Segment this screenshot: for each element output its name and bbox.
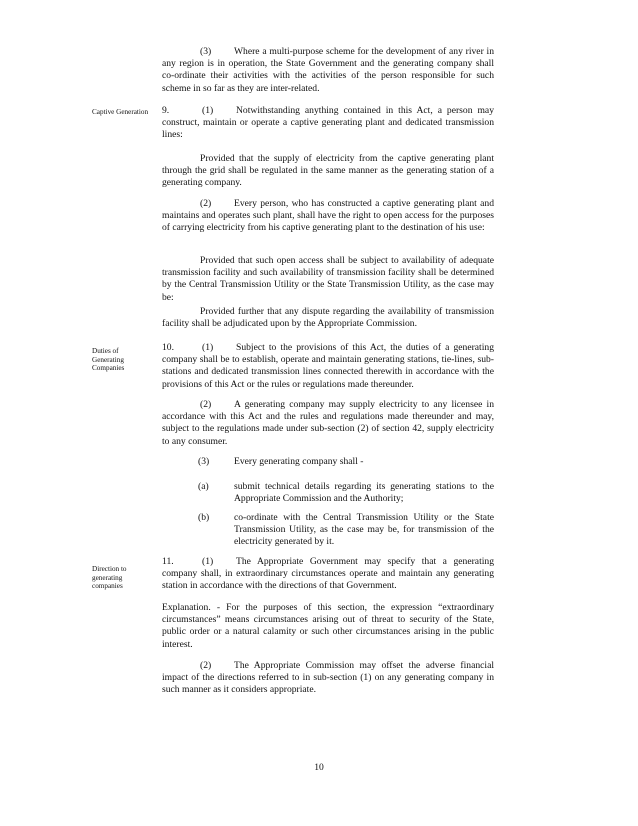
item-mark: (a) [198, 481, 209, 492]
section-11-2 [162, 660, 494, 697]
section-10-3-a [198, 481, 494, 507]
clause-mark: (1) [202, 342, 214, 353]
clause-text: Where a multi-purpose scheme for the development of any river in any region is in operation, the State Government and the generating company shall co-ordinate their activities with the activities of the person responsible for such scheme in so far as they are inter-related. [162, 46, 494, 94]
clause-text: Subject to the provisions of this Act, the duties of a generating company shall be to establish, operate and maintain generating stations, tie-lines, sub-stations and dedicated transmission lines connected therewith in accordance with the provisions of this Act or the rules or regulations made thereunder. [162, 342, 494, 390]
clause-text: A generating company may supply electricity to any licensee in accordance with this Act and the rules and regulations made thereunder and may, subject to the regulations made under sub-section (2) of section 42, supply electricity to any consumer. [162, 399, 494, 447]
section-9-2-proviso-2 [162, 306, 494, 330]
item-text: submit technical details regarding its generating stations to the Appropriate Commission and the Authority; [234, 481, 494, 505]
section-10-3 [198, 456, 494, 469]
section-11-explanation [162, 602, 494, 651]
side-note-captive-generation: Captive Generation [92, 108, 149, 116]
section-10-2 [162, 399, 494, 448]
clause-mark: (2) [200, 660, 212, 671]
section-number: 11. [162, 556, 174, 567]
clause-8-3 [162, 46, 494, 95]
clause-mark: (2) [200, 198, 212, 209]
side-note-duties-of-generating-companies: Duties of Generating Companies [92, 347, 125, 373]
clause-text: The Appropriate Commission may offset the adverse financial impact of the directions referred to in sub-section (1) on any generating company in such manner as it considers appropriate. [162, 660, 494, 696]
proviso-text: Provided that such open access shall be subject to availability of adequate transmission facility and such availability of transmission facility shall be determined by the Central Transmission Utility or the State Transmission Utility, as the case may be: [162, 255, 494, 303]
section-10-1 [162, 342, 494, 391]
clause-mark: (3) [200, 46, 212, 57]
clause-mark: (1) [202, 105, 214, 116]
section-10-3-b [198, 512, 494, 550]
clause-mark: (3) [198, 456, 210, 467]
item-text: co-ordinate with the Central Transmission Utility or the State Transmission Utility, as the case may be, for transmission of the electricity generated by it. [234, 512, 494, 548]
clause-text: Every generating company shall - [234, 456, 364, 467]
page-number: 10 [314, 762, 324, 773]
clause-text: Every person, who has constructed a captive generating plant and maintains and operates such plant, shall have the right to open access for the purposes of carrying electricity from his captive generating plant to the destination of his use: [162, 198, 494, 234]
explanation-text: Explanation. - For the purposes of this section, the expression “extraordinary circumstances” means circumstances arising out of threat to security of the State, public order or a natural calamity or such other circumstances arising in the public interest. [162, 602, 494, 650]
item-mark: (b) [198, 512, 210, 523]
proviso-text: Provided further that any dispute regarding the availability of transmission facility shall be adjudicated upon by the Appropriate Commission. [162, 306, 494, 330]
side-note-direction-to-generating-companies: Direction to generating companies [92, 565, 127, 591]
section-9-2 [162, 198, 494, 235]
section-9-2-proviso-1 [162, 255, 494, 304]
clause-mark: (1) [202, 556, 214, 567]
section-9-1-proviso [162, 153, 494, 190]
clause-text: The Appropriate Government may specify that a generating company shall, in extraordinary circumstances operate and maintain any generating station in accordance with the directions of that Government. [162, 556, 494, 592]
section-number: 9. [162, 105, 170, 116]
section-number: 10. [162, 342, 174, 353]
clause-text: Notwithstanding anything contained in this Act, a person may construct, maintain or operate a captive generating plant and dedicated transmission lines: [162, 105, 494, 141]
section-9-1 [162, 105, 494, 142]
clause-mark: (2) [200, 399, 212, 410]
proviso-text: Provided that the supply of electricity from the captive generating plant through the grid shall be regulated in the same manner as the generating station of a generating company. [162, 153, 494, 189]
section-11-1 [162, 556, 494, 593]
